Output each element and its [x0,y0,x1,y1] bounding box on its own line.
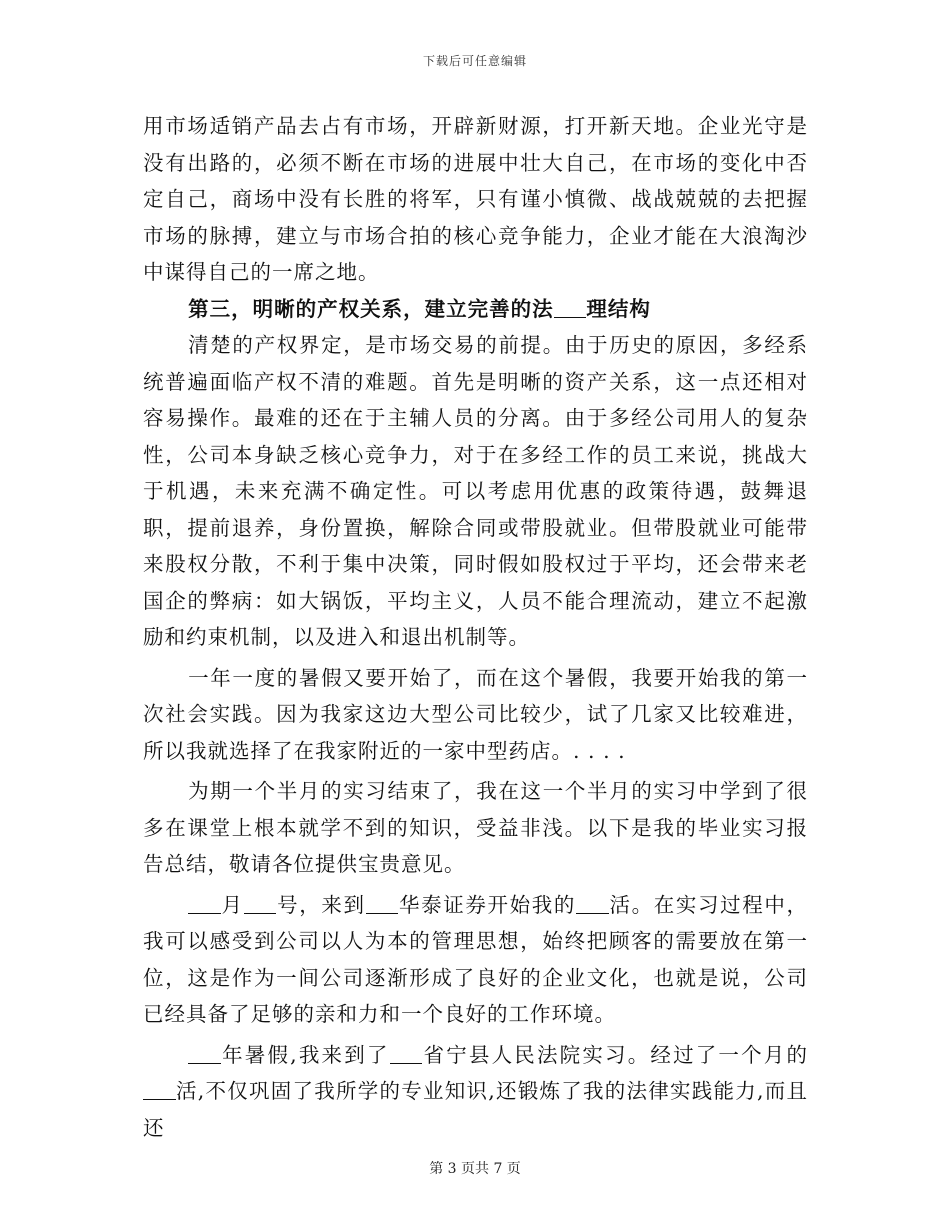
paragraph-summer-practice: 一年一度的暑假又要开始了，而在这个暑假，我要开始我的第一次社会实践。因为我家这边大型公司比较少，试了几家又比较难进，所以我就选择了在我家附近的一家中型药店。. . . . [143,665,808,763]
document-body [143,108,808,1146]
text-segment: 活。在实习过程中，我可以感受到公司以人为本的管理思想，始终把顾客的需要放在第一位，这是作为一间公司逐渐形成了良好的企业文化，也就是说，公司已经具备了足够的亲和力和一个良好的工作环境。 [143,892,809,1026]
blank-line [554,296,587,318]
blank-line [366,892,399,914]
paragraph-court-internship [143,1037,808,1147]
text-segment: 月 [220,892,244,917]
blank-line [188,892,221,914]
section-heading-third [143,291,808,328]
text-segment: 活,不仅巩固了我所学的专业知识,还锻炼了我的法律实践能力,而且还 [143,1079,808,1140]
heading-part-1: 第三，明晰的产权关系，建立完善的法 [188,296,554,321]
paragraph-internship-end: 为期一个半月的实习结束了，我在这一个半月的实习中学到了很多在课堂上根本就学不到的知识，受益非浅。以下是我的毕业实习报告总结，敬请各位提供宝贵意见。 [143,779,808,876]
page-footer: 第 3 页共 7 页 [429,1161,521,1177]
text-segment: 年暑假,我来到了 [220,1042,390,1067]
blank-line [143,1079,176,1101]
text-segment: 华泰证券开始我的 [398,892,577,917]
blank-line [390,1042,423,1064]
page-header: 下载后可任意编辑 [422,54,527,68]
text-segment: 号，来到 [276,892,366,917]
text-segment: 省宁县人民法院实习。经过了一个月的 [422,1042,808,1067]
heading-part-2: 理结构 [586,296,651,321]
paragraph-securities [143,887,808,1033]
paragraph-property-rights: 清楚的产权界定，是市场交易的前提。由于历史的原因，多经系统普遍面临产权不清的难题。首先是明晰的资产关系，这一点还相对容易操作。最难的还在于主辅人员的分离。由于多经公司用人的复杂性，公司本身缺乏核心竞争力，对于在多经工作的员工来说，挑战大于机遇，未来充满不确定性。可以考虑用优惠的政策待遇，鼓舞退职，提前退养，身份置换，解除合同或带股就业。但带股就业可能带来股权分散，不利于集中决策，同时假如股权过于平均，还会带来老国企的弊病：如大锅饭，平均主义，人员不能合理流动，建立不起激励和约束机制，以及进入和退出机制等。 [143,333,808,649]
blank-line [576,892,609,914]
blank-line [188,1042,221,1064]
paragraph-market: 用市场适销产品去占有市场，开辟新财源，打开新天地。企业光守是没有出路的，必须不断在市场的进展中壮大自己，在市场的变化中否定自己，商场中没有长胜的将军，只有谨小慎微、战战兢兢的去把握市场的脉搏，建立与市场合拍的核心竞争能力，企业才能在大浪淘沙中谋得自己的一席之地。 [143,114,808,284]
blank-line [244,892,277,914]
